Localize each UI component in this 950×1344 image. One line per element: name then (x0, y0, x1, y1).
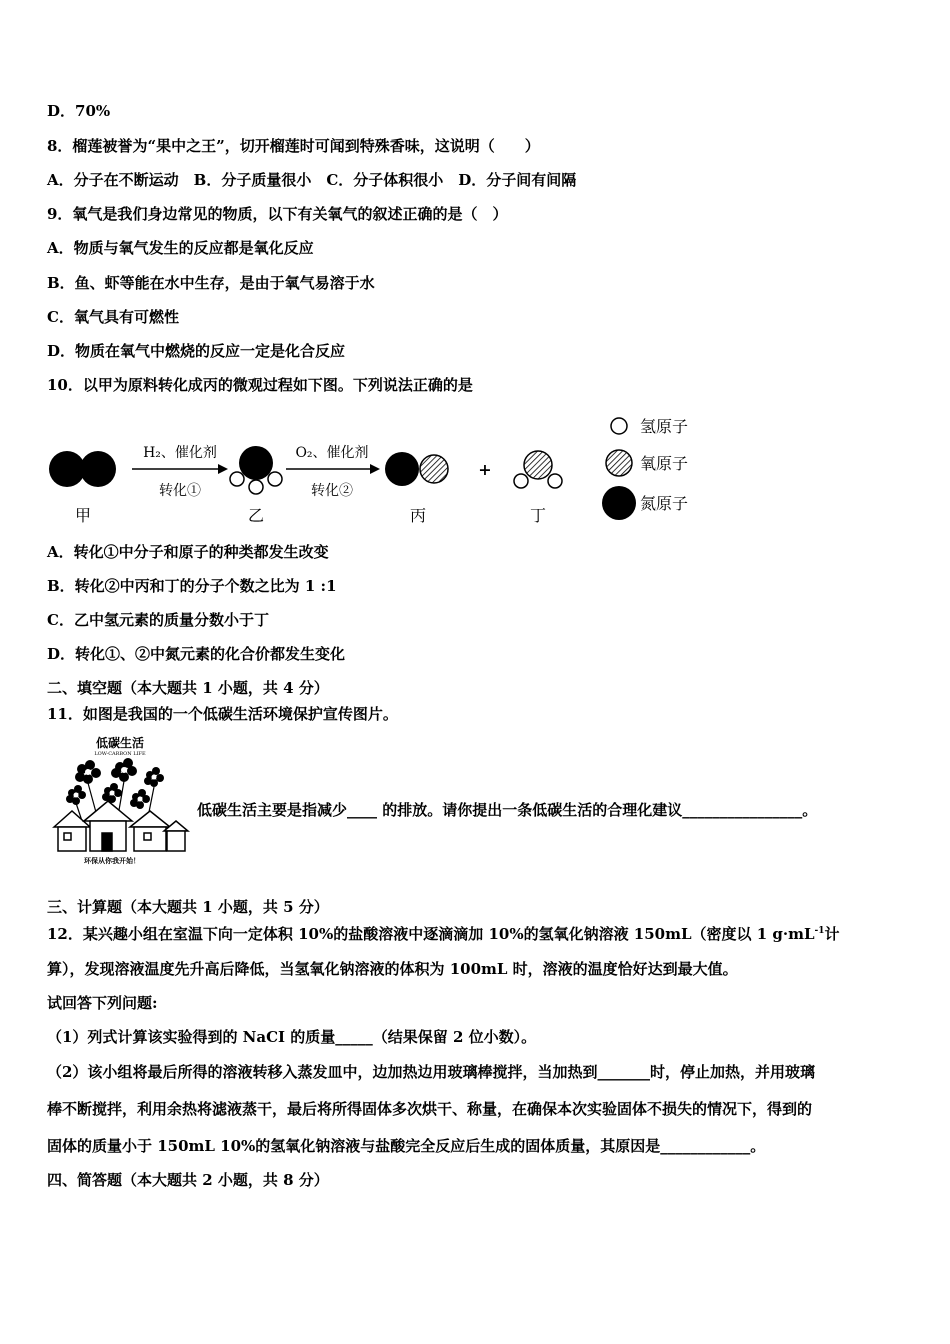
flower-icon (66, 758, 164, 809)
q9-option-c: C．氧气具有可燃性 (47, 308, 179, 326)
poster-subtitle: LOW-CARBON LIFE (94, 751, 146, 757)
unit-exponent: -1 (814, 926, 825, 936)
plus-sign: + (478, 460, 492, 479)
label-ding: 丁 (529, 506, 547, 525)
molecule-yi (230, 446, 282, 494)
section-4-heading: 四、简答题（本大题共 2 小题，共 8 分） (47, 1171, 329, 1189)
q12-part2-line3: 固体的质量小于 150mL 10%的氢氧化钠溶液与盐酸完全反应后生成的固体质量，其原因是____________。 (47, 1137, 766, 1155)
section-2-heading: 二、填空题（本大题共 1 小题，共 4 分） (47, 679, 329, 697)
q12-stem-line2: 算），发现溶液温度先升高后降低，当氢氧化钠溶液的体积为 100mL 时，溶液的温度恰好达到最大值。 (47, 960, 738, 978)
q10-option-a: A．转化①中分子和原子的种类都发生改变 (47, 543, 329, 561)
step1-label: 转化① (159, 483, 201, 499)
legend-h-label: 氢原子 (640, 417, 689, 436)
q11-stem: 11．如图是我国的一个低碳生活环境保护宣传图片。 (47, 705, 398, 723)
q10-stem: 10．以甲为原料转化成丙的微观过程如下图。下列说法正确的是 (47, 376, 473, 394)
q12-stem-text: 12．某兴趣小组在室温下向一定体积 10%的盐酸溶液中逐滴滴加 10%的氢氧化钠溶液 150mL（密度以 1 g·mL (47, 925, 815, 943)
q7-option-d: D．70% (47, 102, 111, 120)
section-3-heading: 三、计算题（本大题共 1 小题，共 5 分） (47, 898, 329, 916)
legend-n-label: 氮原子 (640, 494, 689, 513)
low-carbon-poster (50, 735, 190, 865)
q12-part1: （1）列式计算该实验得到的 NaCI 的质量_____（结果保留 2 位小数）。 (47, 1028, 537, 1046)
poster-footer: 环保从你我开始！ (84, 856, 140, 865)
label-jia: 甲 (74, 506, 92, 525)
q8-options: A．分子在不断运动 B．分子质量很小 C．分子体积很小 D．分子间有间隔 (47, 171, 577, 189)
q12-part2-line1: （2）该小组将最后所得的溶液转移入蒸发皿中，边加热边用玻璃棒搅拌，当加热到_______时，停止加热，并用玻璃 (47, 1063, 815, 1081)
q9-option-a: A．物质与氧气发生的反应都是氧化反应 (47, 239, 314, 257)
molecule-ding (514, 451, 562, 488)
q12-prompt: 试回答下列问题: (47, 994, 158, 1012)
q8-stem: 8．榴莲被誉为“果中之王”，切开榴莲时可闻到特殊香味，这说明（ ） (47, 137, 540, 155)
arrow-step2 (286, 464, 380, 474)
step2-condition: O₂、催化剂 (295, 445, 369, 461)
legend-o-icon (606, 450, 632, 476)
label-yi: 乙 (247, 506, 265, 525)
q10-option-d: D．转化①、②中氮元素的化合价都发生变化 (47, 645, 346, 663)
label-bing: 丙 (409, 506, 427, 525)
q9-option-b: B．鱼、虾等能在水中生存，是由于氧气易溶于水 (47, 274, 375, 292)
arrow-step1 (132, 464, 228, 474)
q10-option-c: C．乙中氢元素的质量分数小于丁 (47, 611, 269, 629)
q12-stem-line1 (47, 921, 840, 944)
legend-n-icon (602, 486, 636, 520)
q12-stem-end: 计 (824, 925, 840, 943)
q9-option-d: D．物质在氧气中燃烧的反应一定是化合反应 (47, 342, 346, 360)
step2-label: 转化② (311, 483, 353, 499)
house-icon (54, 801, 188, 851)
molecule-conversion-diagram (40, 405, 740, 540)
molecule-bing (385, 452, 448, 486)
legend-o-label: 氧原子 (640, 454, 689, 473)
legend (602, 417, 688, 520)
q11-question: 低碳生活主要是指减少____ 的排放。请你提出一条低碳生活的合理化建议________________。 (197, 801, 818, 819)
molecule-jia (49, 451, 116, 487)
step1-condition: H₂、催化剂 (143, 445, 217, 461)
q10-option-b: B．转化②中丙和丁的分子个数之比为 1 :1 (47, 577, 337, 595)
q9-stem: 9．氧气是我们身边常见的物质，以下有关氧气的叙述正确的是（ ） (47, 205, 508, 223)
legend-h-icon (611, 418, 627, 434)
poster-title: 低碳生活 (95, 736, 145, 750)
q12-part2-line2: 棒不断搅拌，利用余热将滤液蒸干，最后将所得固体多次烘干、称量，在确保本次实验固体不损失的情况下，得到的 (47, 1100, 813, 1118)
